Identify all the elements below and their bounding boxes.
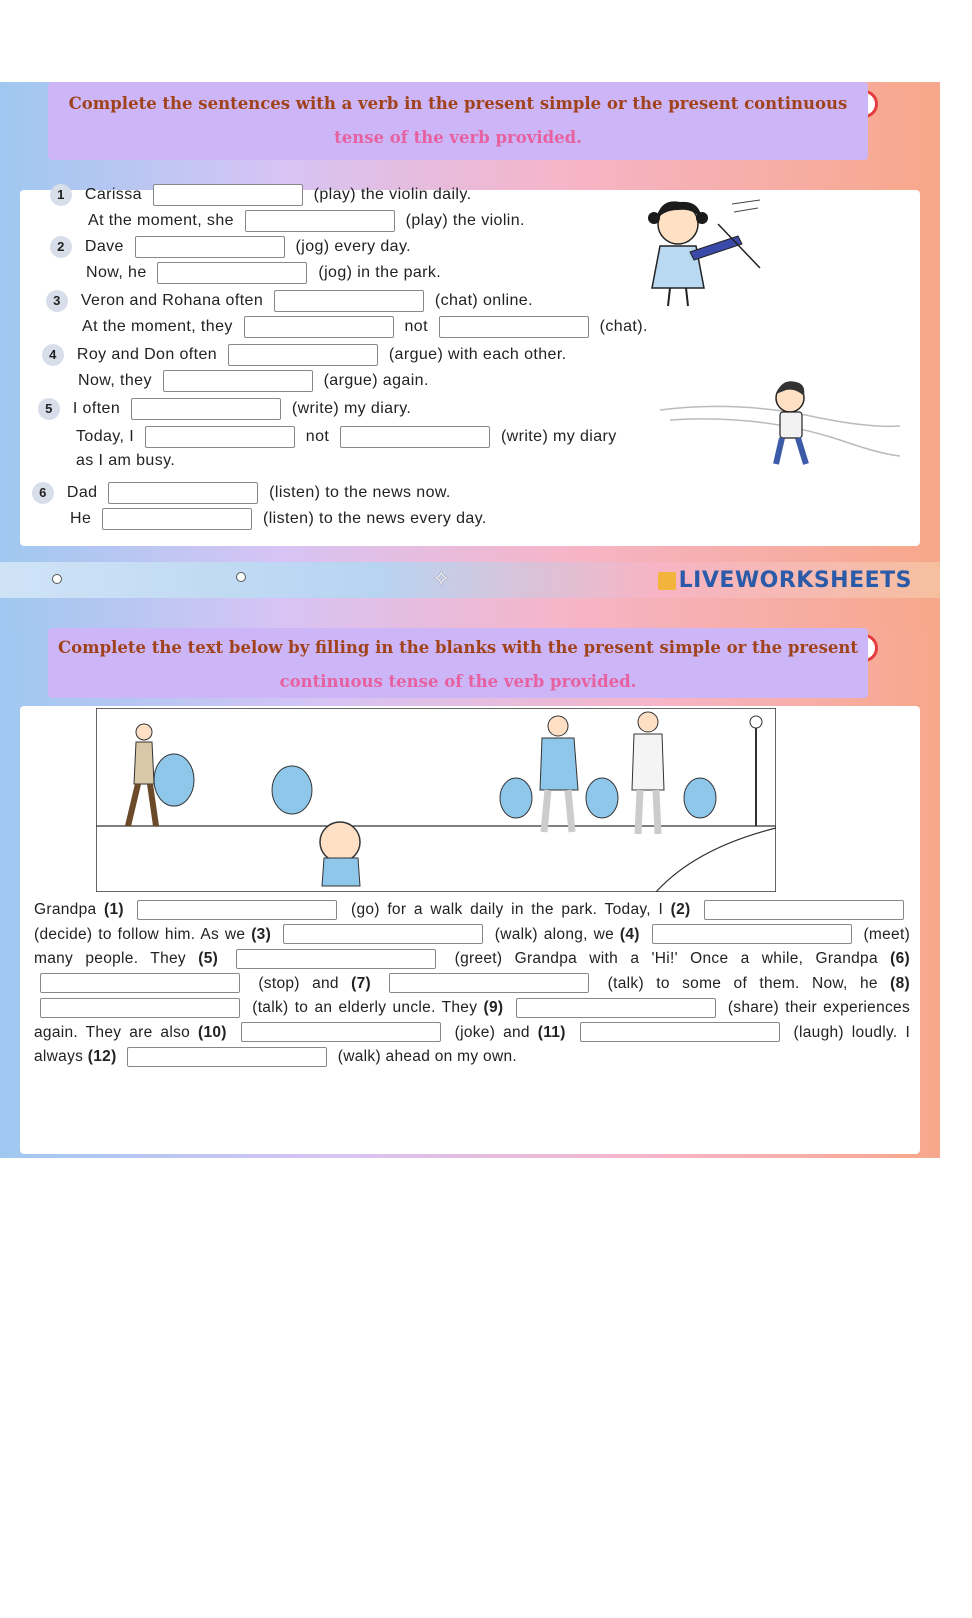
sentence-text: I often [72, 400, 121, 418]
blank-number: (10) [198, 1023, 227, 1041]
blank-number: (11) [537, 1023, 566, 1041]
passage-word: (talk) to some [607, 974, 722, 992]
logo-text: LIVEWORKSHEETS [678, 568, 912, 593]
sentence-text: (write) my diary. [291, 400, 412, 418]
passage-word: I always [34, 1023, 911, 1065]
star-decoration: ✧ [432, 566, 451, 591]
answer-input-5c[interactable] [340, 426, 490, 448]
answer-input-p12[interactable] [127, 1047, 327, 1067]
logo-mark-icon [658, 572, 676, 590]
liveworksheets-banner [0, 562, 940, 598]
answer-input-1b[interactable] [245, 210, 395, 232]
passage-word: of them. Now, he [733, 974, 878, 992]
heading-line-1: Complete the sentences with a verb in the present simple or the present continuous [68, 94, 848, 113]
sentence-text: Now, they [78, 372, 152, 390]
item-1-line-b [88, 210, 525, 232]
passage-word: (walk) ahead on my own. [337, 1048, 517, 1065]
item-number: 2 [50, 236, 72, 258]
item-2-line-a [50, 236, 411, 258]
answer-input-2a[interactable] [135, 236, 285, 258]
answer-input-p2[interactable] [704, 900, 904, 920]
answer-input-4a[interactable] [228, 344, 378, 366]
item-3-line-a [46, 290, 533, 312]
sentence-text: (listen) to the news every day. [262, 510, 487, 528]
passage-word: (stop) and [258, 974, 339, 992]
item-number: 6 [32, 482, 54, 504]
girl-violin-illustration [620, 194, 770, 314]
passage-word: (meet) many people. [34, 925, 911, 967]
answer-input-p5[interactable] [236, 949, 436, 969]
sentence-text: At the moment, they [82, 318, 233, 336]
heading-line-2: continuous tense of the verb provided. [279, 672, 637, 691]
blank-number: (4) [619, 925, 640, 943]
sentence-text: (jog) every day. [295, 238, 412, 256]
sentence-text: (listen) to the news now. [269, 484, 451, 502]
sentence-text: Now, he [86, 264, 147, 282]
sentence-text: Dave [84, 238, 124, 256]
item-5-line-a [38, 398, 411, 420]
sentence-text: Dad [66, 484, 98, 502]
item-6-line-a [32, 482, 451, 504]
passage-word: (share) their experiences again. They are also [34, 999, 911, 1041]
answer-input-1a[interactable] [153, 184, 303, 206]
passage-word: (go) for a walk daily in the park. Today, I [351, 901, 664, 918]
passage-word: (joke) and [454, 1023, 530, 1041]
answer-input-5b[interactable] [145, 426, 295, 448]
passage-word: (greet) Grandpa with a 'Hi!' Once a while, Grandpa [454, 950, 878, 967]
sentence-text: He [70, 510, 92, 528]
dot-decoration [52, 574, 62, 584]
passage-word: (laugh) loudly. [793, 1023, 898, 1041]
section-1-heading [48, 82, 868, 160]
answer-input-3b[interactable] [244, 316, 394, 338]
sentence-text: (write) my diary [500, 428, 617, 446]
answer-input-p3[interactable] [283, 924, 483, 944]
passage-text [34, 898, 910, 1070]
passage-word: Grandpa [34, 901, 97, 918]
blank-number: (5) [198, 950, 219, 967]
item-number: 3 [46, 290, 68, 312]
item-4-line-b [78, 370, 429, 392]
heading-line-2: tense of the verb provided. [334, 128, 582, 147]
sentence-text: At the moment, she [88, 212, 234, 230]
sentence-text: (play) the violin daily. [313, 186, 472, 204]
item-2-line-b [86, 262, 441, 284]
answer-input-p8[interactable] [40, 998, 240, 1018]
worksheet-section-1 [0, 82, 940, 642]
answer-input-6b[interactable] [102, 508, 252, 530]
item-number: 4 [42, 344, 64, 366]
passage-word: (decide) to follow him. As we [34, 925, 246, 943]
answer-input-p4[interactable] [652, 924, 852, 944]
sentence-text: (jog) in the park. [318, 264, 442, 282]
sentence-text: Today, I [76, 428, 135, 446]
sentence-text: (play) the violin. [405, 212, 525, 230]
answer-input-2b[interactable] [157, 262, 307, 284]
exercise-panel-1 [20, 186, 920, 546]
dot-decoration [236, 572, 246, 582]
item-6-line-b [70, 508, 487, 530]
park-scene-illustration [96, 708, 776, 892]
answer-input-p9[interactable] [516, 998, 716, 1018]
answer-input-3a[interactable] [274, 290, 424, 312]
blank-number: (2) [670, 901, 691, 918]
answer-input-5a[interactable] [131, 398, 281, 420]
boy-jogging-illustration [660, 370, 900, 480]
sentence-text: (argue) with each other. [388, 346, 567, 364]
exercise-panel-2 [20, 706, 920, 1154]
item-1-line-a [50, 184, 471, 206]
passage-word: They [150, 950, 186, 967]
answer-input-p6[interactable] [40, 973, 240, 993]
heading-line-1: Complete the text below by filling in the blanks with the present simple or the present [57, 638, 859, 657]
answer-input-p11[interactable] [580, 1022, 780, 1042]
sentence-text: Veron and Rohana often [80, 292, 264, 310]
liveworksheets-logo [658, 568, 912, 593]
answer-input-p1[interactable] [137, 900, 337, 920]
answer-input-3c[interactable] [439, 316, 589, 338]
item-number: 1 [50, 184, 72, 206]
sentence-text: (chat) online. [434, 292, 533, 310]
blank-number: (7) [351, 974, 372, 992]
item-5-line-c [76, 452, 175, 470]
blank-number: (9) [483, 999, 504, 1016]
section-2-heading [48, 628, 868, 698]
item-4-line-a [42, 344, 567, 366]
item-5-line-b [76, 426, 617, 448]
blank-number: (8) [890, 974, 910, 992]
answer-input-4b[interactable] [163, 370, 313, 392]
answer-input-p7[interactable] [389, 973, 589, 993]
sentence-text: not [404, 318, 428, 336]
passage-word: (talk) to an elderly uncle. They [252, 999, 478, 1016]
passage-word: (walk) along, we [494, 925, 615, 943]
answer-input-p10[interactable] [241, 1022, 441, 1042]
sentence-text: as I am busy. [76, 452, 176, 469]
item-number: 5 [38, 398, 60, 420]
worksheet-section-2 [0, 628, 940, 1158]
item-3-line-b [82, 316, 648, 338]
sentence-text: not [305, 428, 330, 446]
sentence-text: (argue) again. [323, 372, 429, 390]
sentence-text: Roy and Don often [76, 346, 218, 364]
blank-number: (6) [890, 950, 911, 967]
sentence-text: Carissa [84, 186, 142, 204]
blank-number: (1) [104, 901, 124, 918]
blank-number: (12) [87, 1048, 117, 1065]
answer-input-6a[interactable] [108, 482, 258, 504]
blank-number: (3) [251, 925, 272, 943]
sentence-text: (chat). [599, 318, 648, 336]
